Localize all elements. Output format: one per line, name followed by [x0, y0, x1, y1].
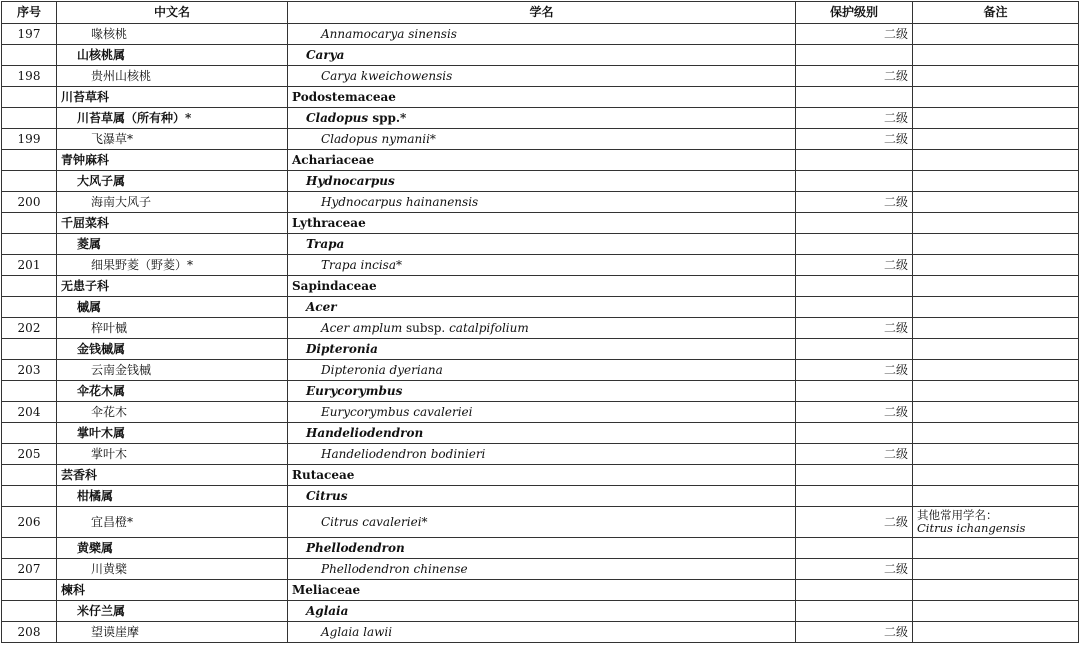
note — [913, 171, 1079, 192]
chinese-name: 细果野菱（野菱）* — [57, 255, 288, 276]
protection-level: 二级 — [796, 444, 913, 465]
row-number: 204 — [2, 402, 57, 423]
note — [913, 234, 1079, 255]
row-number — [2, 423, 57, 444]
table-row-species — [2, 66, 1079, 87]
table-row-genus — [2, 486, 1079, 507]
table-row-genus — [2, 297, 1079, 318]
table-row-genus — [2, 45, 1079, 66]
row-number: 206 — [2, 507, 57, 538]
table-row-genus — [2, 234, 1079, 255]
scientific-name-part: Lythraceae — [292, 215, 366, 230]
chinese-name: 金钱槭属 — [57, 339, 288, 360]
protection-level: 二级 — [796, 360, 913, 381]
row-number: 202 — [2, 318, 57, 339]
row-number: 205 — [2, 444, 57, 465]
scientific-name-part: Podostemaceae — [292, 89, 396, 104]
note — [913, 255, 1079, 276]
table-row-species — [2, 129, 1079, 150]
header-row — [2, 2, 1079, 24]
scientific-name — [288, 276, 796, 297]
scientific-name — [288, 108, 796, 129]
note — [913, 622, 1079, 643]
protection-level: 二级 — [796, 622, 913, 643]
protection-level — [796, 486, 913, 507]
scientific-name — [288, 559, 796, 580]
protection-level — [796, 234, 913, 255]
protection-level — [796, 339, 913, 360]
protection-level — [796, 465, 913, 486]
row-number — [2, 234, 57, 255]
protection-level — [796, 87, 913, 108]
table-row-species — [2, 318, 1079, 339]
scientific-name — [288, 402, 796, 423]
note — [913, 486, 1079, 507]
scientific-name — [288, 318, 796, 339]
scientific-name-part: Aglaia lawii — [321, 624, 393, 639]
row-number — [2, 580, 57, 601]
table-row-species — [2, 192, 1079, 213]
row-number — [2, 213, 57, 234]
row-number — [2, 150, 57, 171]
scientific-name — [288, 486, 796, 507]
scientific-name — [288, 129, 796, 150]
row-number — [2, 339, 57, 360]
scientific-name-part: catalpifolium — [449, 320, 529, 335]
note-line: 其他常用学名： — [917, 508, 998, 522]
note — [913, 276, 1079, 297]
scientific-name-part: Handeliodendron bodinieri — [321, 446, 486, 461]
protection-level: 二级 — [796, 66, 913, 87]
chinese-name: 川苔草科 — [57, 87, 288, 108]
note — [913, 24, 1079, 45]
chinese-name: 槭属 — [57, 297, 288, 318]
scientific-name-part: Acer amplum — [321, 320, 403, 335]
row-number — [2, 538, 57, 559]
header-chinese-name: 中文名 — [57, 2, 288, 24]
note — [913, 87, 1079, 108]
header-scientific-name: 学名 — [288, 2, 796, 24]
row-number: 197 — [2, 24, 57, 45]
scientific-name-part: Citrus cavaleriei* — [321, 514, 428, 529]
protection-level: 二级 — [796, 507, 913, 538]
protection-level — [796, 580, 913, 601]
table-row-species — [2, 360, 1079, 381]
table-row-genus — [2, 601, 1079, 622]
table-row-family — [2, 87, 1079, 108]
row-number: 207 — [2, 559, 57, 580]
table-row-family — [2, 465, 1079, 486]
scientific-name-part: Dipteronia dyeriana — [321, 362, 443, 377]
scientific-name-part: Phellodendron chinense — [321, 561, 468, 576]
note — [913, 381, 1079, 402]
row-number: 208 — [2, 622, 57, 643]
row-number — [2, 465, 57, 486]
chinese-name: 楝科 — [57, 580, 288, 601]
scientific-name-part: Hydnocarpus hainanensis — [321, 194, 479, 209]
scientific-name-part: Phellodendron — [306, 540, 405, 555]
scientific-name-part: Citrus — [306, 488, 348, 503]
header-no: 序号 — [2, 2, 57, 24]
table-row-species — [2, 507, 1079, 538]
scientific-name-part: Acer — [306, 299, 337, 314]
note — [913, 538, 1079, 559]
chinese-name: 芸香科 — [57, 465, 288, 486]
protection-level: 二级 — [796, 129, 913, 150]
scientific-name-part: Carya — [306, 47, 345, 62]
scientific-name — [288, 507, 796, 538]
chinese-name: 宜昌橙* — [57, 507, 288, 538]
protection-level: 二级 — [796, 402, 913, 423]
protection-level — [796, 423, 913, 444]
chinese-name: 伞花木属 — [57, 381, 288, 402]
note — [913, 45, 1079, 66]
table-row-genus — [2, 339, 1079, 360]
chinese-name: 无患子科 — [57, 276, 288, 297]
note — [913, 402, 1079, 423]
protection-level — [796, 297, 913, 318]
table-row-species — [2, 622, 1079, 643]
protection-level — [796, 601, 913, 622]
row-number: 199 — [2, 129, 57, 150]
note — [913, 465, 1079, 486]
header-protection-level: 保护级别 — [796, 2, 913, 24]
chinese-name: 菱属 — [57, 234, 288, 255]
scientific-name — [288, 339, 796, 360]
scientific-name — [288, 381, 796, 402]
chinese-name: 青钟麻科 — [57, 150, 288, 171]
note — [913, 129, 1079, 150]
scientific-name-part: Annamocarya sinensis — [321, 26, 457, 41]
table-row-species — [2, 255, 1079, 276]
table-row-genus — [2, 423, 1079, 444]
note — [913, 444, 1079, 465]
chinese-name: 川苔草属（所有种）* — [57, 108, 288, 129]
note — [913, 318, 1079, 339]
chinese-name: 喙核桃 — [57, 24, 288, 45]
note — [913, 150, 1079, 171]
scientific-name — [288, 297, 796, 318]
note — [913, 360, 1079, 381]
table-row-species — [2, 444, 1079, 465]
protection-level — [796, 171, 913, 192]
scientific-name — [288, 423, 796, 444]
note — [913, 507, 1079, 538]
scientific-name-part: Carya kweichowensis — [321, 68, 453, 83]
species-table — [1, 1, 1079, 643]
note — [913, 423, 1079, 444]
scientific-name — [288, 580, 796, 601]
protection-level — [796, 150, 913, 171]
chinese-name: 贵州山核桃 — [57, 66, 288, 87]
chinese-name: 黄檗属 — [57, 538, 288, 559]
scientific-name-part: subsp. — [402, 320, 450, 335]
scientific-name-part: Eurycorymbus — [306, 383, 403, 398]
note — [913, 213, 1079, 234]
table-row-family — [2, 276, 1079, 297]
chinese-name: 海南大风子 — [57, 192, 288, 213]
row-number — [2, 601, 57, 622]
scientific-name-part: Sapindaceae — [292, 278, 377, 293]
note-alt-scientific-name: Citrus ichangensis — [917, 521, 1026, 535]
scientific-name — [288, 255, 796, 276]
scientific-name — [288, 622, 796, 643]
row-number — [2, 276, 57, 297]
row-number — [2, 87, 57, 108]
scientific-name — [288, 444, 796, 465]
scientific-name-part: Trapa incisa* — [321, 257, 402, 272]
note — [913, 339, 1079, 360]
protection-level — [796, 213, 913, 234]
scientific-name — [288, 87, 796, 108]
scientific-name-part: Dipteronia — [306, 341, 378, 356]
table-row-family — [2, 150, 1079, 171]
table-row-family — [2, 580, 1079, 601]
scientific-name-part: Meliaceae — [292, 582, 361, 597]
scientific-name — [288, 234, 796, 255]
scientific-name — [288, 360, 796, 381]
row-number — [2, 297, 57, 318]
table-row-species — [2, 24, 1079, 45]
header-note: 备注 — [913, 2, 1079, 24]
scientific-name-part: Cladopus — [306, 110, 369, 125]
note — [913, 192, 1079, 213]
table-row-genus — [2, 381, 1079, 402]
chinese-name: 掌叶木属 — [57, 423, 288, 444]
scientific-name-part: spp.* — [368, 110, 407, 125]
note — [913, 297, 1079, 318]
scientific-name-part: Cladopus nymanii* — [321, 131, 436, 146]
scientific-name — [288, 66, 796, 87]
protection-level: 二级 — [796, 559, 913, 580]
row-number — [2, 486, 57, 507]
protection-level — [796, 381, 913, 402]
scientific-name-part: Achariaceae — [292, 152, 375, 167]
chinese-name: 望谟崖摩 — [57, 622, 288, 643]
scientific-name-part: Eurycorymbus cavaleriei — [321, 404, 473, 419]
chinese-name: 掌叶木 — [57, 444, 288, 465]
chinese-name: 梓叶槭 — [57, 318, 288, 339]
row-number — [2, 171, 57, 192]
chinese-name: 大风子属 — [57, 171, 288, 192]
protection-level: 二级 — [796, 255, 913, 276]
row-number: 203 — [2, 360, 57, 381]
table-row-species — [2, 402, 1079, 423]
chinese-name: 山核桃属 — [57, 45, 288, 66]
note — [913, 66, 1079, 87]
row-number — [2, 108, 57, 129]
scientific-name — [288, 192, 796, 213]
scientific-name — [288, 150, 796, 171]
protection-level: 二级 — [796, 24, 913, 45]
scientific-name — [288, 24, 796, 45]
row-number: 198 — [2, 66, 57, 87]
row-number — [2, 45, 57, 66]
scientific-name — [288, 45, 796, 66]
table-row-species — [2, 559, 1079, 580]
row-number: 200 — [2, 192, 57, 213]
row-number — [2, 381, 57, 402]
chinese-name: 川黄檗 — [57, 559, 288, 580]
note — [913, 580, 1079, 601]
scientific-name-part: Aglaia — [306, 603, 349, 618]
scientific-name — [288, 538, 796, 559]
chinese-name: 伞花木 — [57, 402, 288, 423]
chinese-name: 米仔兰属 — [57, 601, 288, 622]
protection-level — [796, 45, 913, 66]
protection-level: 二级 — [796, 108, 913, 129]
table-row-genus — [2, 538, 1079, 559]
scientific-name-part: Trapa — [306, 236, 345, 251]
note — [913, 559, 1079, 580]
protection-level: 二级 — [796, 318, 913, 339]
note — [913, 108, 1079, 129]
scientific-name-part: Rutaceae — [292, 467, 355, 482]
chinese-name: 云南金钱槭 — [57, 360, 288, 381]
table-row-genus — [2, 171, 1079, 192]
chinese-name: 千屈菜科 — [57, 213, 288, 234]
chinese-name: 飞瀑草* — [57, 129, 288, 150]
protection-level — [796, 276, 913, 297]
chinese-name: 柑橘属 — [57, 486, 288, 507]
scientific-name — [288, 601, 796, 622]
scientific-name-part: Handeliodendron — [306, 425, 424, 440]
protection-level: 二级 — [796, 192, 913, 213]
scientific-name — [288, 465, 796, 486]
protection-level — [796, 538, 913, 559]
note — [913, 601, 1079, 622]
table-row-family — [2, 213, 1079, 234]
scientific-name — [288, 213, 796, 234]
scientific-name — [288, 171, 796, 192]
scientific-name-part: Hydnocarpus — [306, 173, 395, 188]
table-row-genus — [2, 108, 1079, 129]
row-number: 201 — [2, 255, 57, 276]
